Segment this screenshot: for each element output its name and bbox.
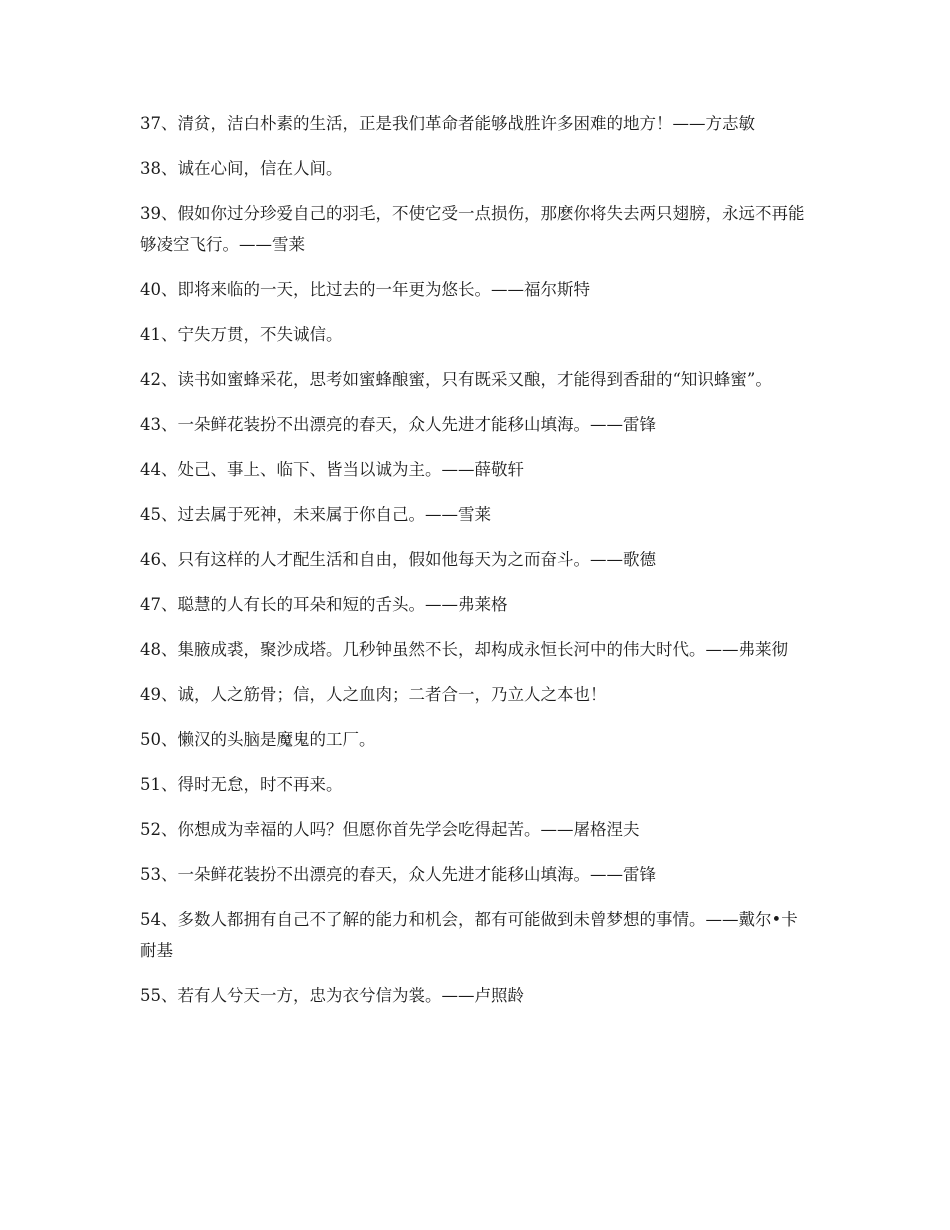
quote-item: 37、清贫，洁白朴素的生活，正是我们革命者能够战胜许多困难的地方！——方志敏 (140, 114, 755, 133)
quote-item: 45、过去属于死神，未来属于你自己。——雪莱 (140, 505, 491, 524)
quote-item: 55、若有人兮天一方，忠为衣兮信为裳。——卢照龄 (140, 986, 524, 1005)
quote-item: 42、读书如蜜蜂采花，思考如蜜蜂酿蜜，只有既采又酿，才能得到香甜的“知识蜂蜜”。 (140, 370, 772, 389)
quote-list (140, 108, 812, 1025)
quote-item: 47、聪慧的人有长的耳朵和短的舌头。——弗莱格 (140, 595, 508, 614)
quote-item: 54、多数人都拥有自己不了解的能力和机会，都有可能做到未曾梦想的事情。——戴尔•卡耐基 (140, 910, 798, 960)
quote-item: 52、你想成为幸福的人吗？但愿你首先学会吃得起苦。——屠格涅夫 (140, 820, 640, 839)
quote-item: 50、懒汉的头脑是魔鬼的工厂。 (140, 730, 376, 749)
quote-item: 46、只有这样的人才配生活和自由，假如他每天为之而奋斗。——歌德 (140, 550, 656, 569)
quote-item: 38、诚在心间，信在人间。 (140, 159, 343, 178)
quote-item: 44、处己、事上、临下、皆当以诚为主。——薛敬轩 (140, 460, 524, 479)
quote-item: 43、一朵鲜花装扮不出漂亮的春天，众人先进才能移山填海。——雷锋 (140, 415, 656, 434)
quote-item: 51、得时无怠，时不再来。 (140, 775, 343, 794)
quote-item: 49、诚，人之筋骨；信，人之血肉；二者合一，乃立人之本也！ (140, 685, 607, 704)
quote-item: 41、宁失万贯，不失诚信。 (140, 325, 343, 344)
quote-item: 53、一朵鲜花装扮不出漂亮的春天，众人先进才能移山填海。——雷锋 (140, 865, 656, 884)
quote-item: 40、即将来临的一天，比过去的一年更为悠长。——福尔斯特 (140, 280, 590, 299)
quote-item: 39、假如你过分珍爱自己的羽毛，不使它受一点损伤，那麽你将失去两只翅膀，永远不再能够凌空飞行。——雪莱 (140, 204, 805, 254)
quote-item: 48、集腋成裘，聚沙成塔。几秒钟虽然不长，却构成永恒长河中的伟大时代。——弗莱彻 (140, 640, 788, 659)
